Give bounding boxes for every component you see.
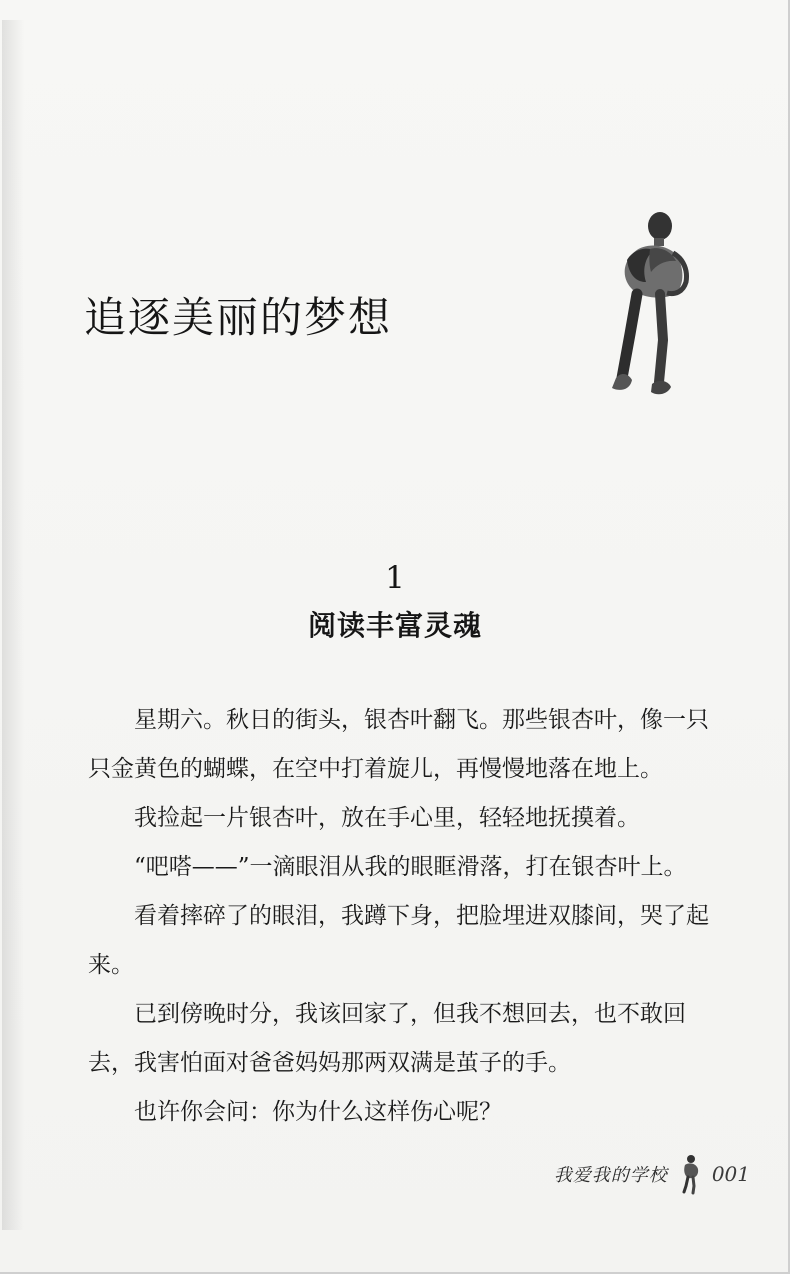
footer-book-title: 我爱我的学校 [553,1165,668,1186]
paragraph: 已到傍晚时分，我该回家了，但我不想回去，也不敢回去，我害怕面对爸爸妈妈那两双满是茧子的手。 [88,1001,686,1076]
boy-icon [678,1152,702,1196]
page-number: 001 [711,1162,750,1186]
paragraph: “吧嗒——”一滴眼泪从我的眼眶滑落，打在银杏叶上。 [134,854,687,880]
chapter-title: 追逐美丽的梦想 [84,293,393,342]
paragraph: 星期六。秋日的街头，银杏叶翻飞。那些银杏叶，像一只只金黄色的蝴蝶，在空中打着旋儿，再慢慢地落在地上。 [88,707,709,782]
paragraph: 我捡起一片银杏叶，放在手心里，轻轻地抚摸着。 [134,805,640,831]
body-text [88,696,718,1137]
section-title: 阅读丰富灵魂 [307,609,482,642]
section-number: 1 [385,560,405,596]
boy-walking-illustration-icon [602,202,698,412]
paragraph: 看着摔碎了的眼泪，我蹲下身，把脸埋进双膝间，哭了起来。 [88,903,709,978]
page-footer [554,1152,750,1196]
paragraph: 也许你会问：你为什么这样伤心呢？ [134,1099,502,1125]
